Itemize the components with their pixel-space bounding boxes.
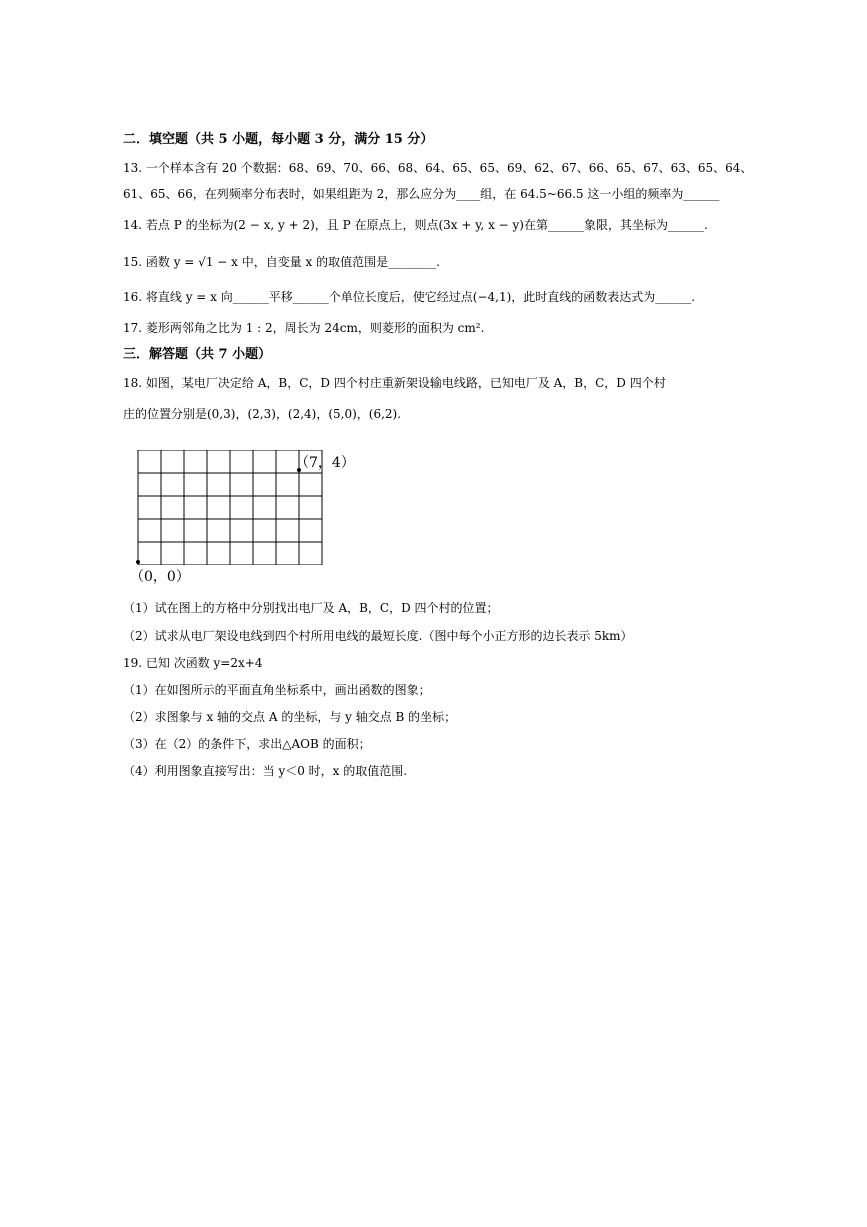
- origin-point: [136, 560, 140, 564]
- question-18-part-2: （2）试求从电厂架设电线到四个村所用电线的最短长度.（图中每个小正方形的边长表示 5km）: [123, 629, 633, 643]
- section-2-title: 二．填空题（共 5 小题，每小题 3 分，满分 15 分）: [123, 132, 434, 147]
- question-16: 16. 将直线 y = x 向______平移______个单位长度后，使它经过点(−4,1)，此时直线的函数表达式为______.: [123, 290, 696, 304]
- question-18-line-2: 庄的位置分别是(0,3)，(2,3)，(2,4)，(5,0)，(6,2).: [123, 407, 402, 421]
- question-18-line-1: 18. 如图，某电厂决定给 A，B，C，D 四个村庄重新架设输电线路，已知电厂及 A，B，C，D 四个村: [123, 376, 666, 390]
- question-18-part-1: （1）试在图上的方格中分别找出电厂及 A，B，C，D 四个村的位置；: [123, 601, 499, 615]
- question-19: 19. 已知 次函数 y=2x+4: [123, 656, 263, 670]
- question-19-part-3: （3）在（2）的条件下，求出△AOB 的面积；: [123, 737, 371, 751]
- question-19-part-1: （1）在如图所示的平面直角坐标系中，画出函数的图象；: [123, 683, 431, 697]
- grid-origin-label: （0，0）: [130, 569, 190, 585]
- grid-corner-label: （7，4）: [295, 455, 355, 471]
- question-15: 15. 函数 y = √1 − x 中，自变量 x 的取值范围是________.: [123, 255, 440, 269]
- question-19-part-2: （2）求图象与 x 轴的交点 A 的坐标，与 y 轴交点 B 的坐标；: [123, 710, 457, 724]
- question-13-line-1: 13. 一个样本含有 20 个数据：68、69、70、66、68、64、65、65、69、62、67、66、65、67、63、65、64、: [123, 161, 753, 175]
- question-13-line-2: 61、65、66，在列频率分布表时，如果组距为 2，那么应分为____组，在 64.5~66.5 这一小组的频率为______: [123, 187, 720, 201]
- section-3-title: 三．解答题（共 7 小题）: [123, 347, 272, 362]
- question-14: 14. 若点 P 的坐标为(2 − x, y + 2)，且 P 在原点上，则点(3x + y, x − y)在第______象限，其坐标为______.: [123, 218, 708, 232]
- question-19-part-4: （4）利用图象直接写出：当 y＜0 时，x 的取值范围.: [123, 764, 408, 778]
- question-17: 17. 菱形两邻角之比为 1 : 2，周长为 24cm，则菱形的面积为 cm².: [123, 321, 485, 335]
